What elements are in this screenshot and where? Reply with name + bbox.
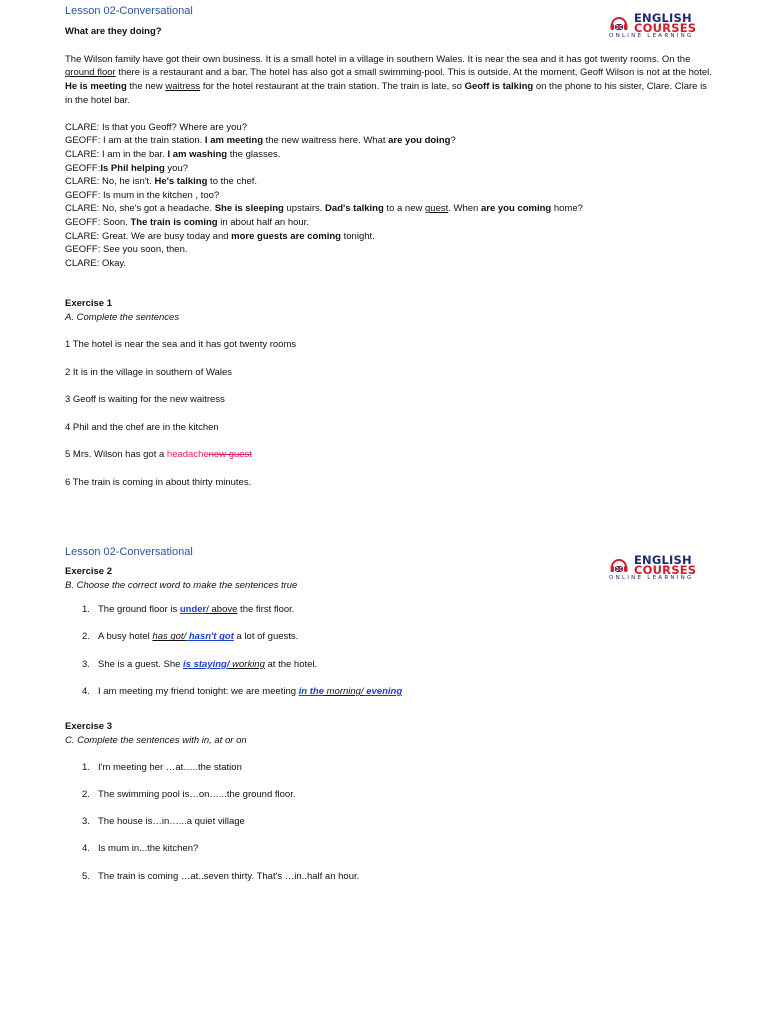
story-heading: What are they doing? [65,26,162,37]
dialogue-line: CLARE: No, she's got a headache. She is sleeping upstairs. Dad's talking to a new guest. When are you coming home? [65,203,583,215]
exercise-3-item: 5. The train is coming …at..seven thirty. That's …in..half an hour. [82,870,360,882]
dialogue-line: CLARE: I am in the bar. I am washing the glasses. [65,148,281,160]
selected-option: hasn't got [186,631,234,643]
exercise-1-title: Exercise 1 [65,298,113,310]
logo-text-courses: COURSES [634,563,697,577]
selected-option: in the [298,686,324,698]
exercise-2-list [65,603,715,712]
exercise-2-item: 4. I am meeting my friend tonight: we are meeting in the morning/ evening [82,686,403,698]
dialogue-line: CLARE: No, he isn't. He's talking to the chef. [65,176,258,188]
exercise-1-item: 1 The hotel is near the sea and it has got twenty rooms [65,339,297,351]
term-ground-floor: ground floor [65,67,116,79]
dialogue-line: GEOFF: I am at the train station. I am meeting the new waitress here. What are you doing? [65,135,456,147]
exercise-1-item: 2 It is in the village in southern of Wales [65,366,233,378]
logo-tagline: ONLINE LEARNING [609,575,694,581]
exercise-2-item: 3. She is a guest. She is staying/ working at the hotel. [82,658,318,670]
exercise-3-item: 1. I'm meeting her …at…..the station [82,761,242,773]
logo-text-courses: COURSES [634,21,697,35]
exercise-2-item: 2. A busy hotel has got/ hasn't got a lot of guests. [82,631,299,643]
exercise-3-item: 4. Is mum in...the kitchen? [82,843,199,855]
term-waitress: waitress [165,81,201,93]
lesson-title: Lesson 02-Conversational [65,546,193,558]
exercise-2-instruction: B. Choose the correct word to make the sentences true [65,579,298,591]
dialogue-line: CLARE: Is that you Geoff? Where are you? [65,121,248,133]
dialogue-line: CLARE: Okay. [65,257,127,269]
exercise-2-title: Exercise 2 [65,566,113,577]
selected-option: evening [363,686,403,698]
selected-option: is staying/ [183,658,230,670]
exercise-3-item: 3. The house is…in…...a quiet village [82,816,245,828]
exercise-3-item: 2. The swimming pool is…on…...the ground floor. [82,788,296,800]
page-2 [65,545,715,897]
exercise-1-item: 6 The train is coming in about thirty minutes. [65,477,252,489]
exercise-3-instruction: C. Complete the sentences with in, at or on [65,734,247,746]
dialogue-line: GEOFF:Is Phil helping you? [65,162,189,174]
lesson-title: Lesson 02-Conversational [65,5,193,17]
exercise-1-item: 4 Phil and the chef are in the kitchen [65,421,219,433]
logo-text-english: ENGLISH [634,553,692,567]
story-paragraph: The Wilson family have got their own business. It is a small hotel in a village in southern Wales. It is near the sea and it has got twenty rooms. On the ground floor there is a restaurant and a bar. The hotel has also got a small swimming-pool. This is outside. At the moment, Geoff Wilson is not at the hotel. He is meeting the new waitress for the hotel restaurant at the train station. The train is late, so Geoff is talking on the phone to his sister, Clare. Clare is in the hotel bar. [65,53,712,106]
answer-headache: headache [166,449,209,461]
exercise-1-item: 3 Geoff is waiting for the new waitress [65,394,225,406]
dialogue-line: CLARE: Great. We are busy today and more guests are coming tonight. [65,230,375,242]
exercise-3-list [65,761,715,897]
logo-text-english: ENGLISH [634,11,692,25]
page-1 [65,4,715,490]
exercise-2-item: 1. The ground floor is under/ above the first floor. [82,604,295,616]
dialogue [65,121,715,271]
struck-answer: new guest [208,449,252,461]
logo-tagline: ONLINE LEARNING [609,33,694,39]
exercise-3-title: Exercise 3 [65,721,113,733]
dialogue-line: GEOFF: Is mum in the kitchen , too? [65,189,220,201]
dialogue-line: GEOFF: See you soon, then. [65,244,188,256]
selected-option: under [179,604,207,616]
exercise-1-item: 5 Mrs. Wilson has got a headachenew guest [65,449,252,461]
dialogue-line: GEOFF: Soon. The train is coming in about half an hour. [65,216,309,228]
exercise-1-instruction: A. Complete the sentences [65,311,180,323]
